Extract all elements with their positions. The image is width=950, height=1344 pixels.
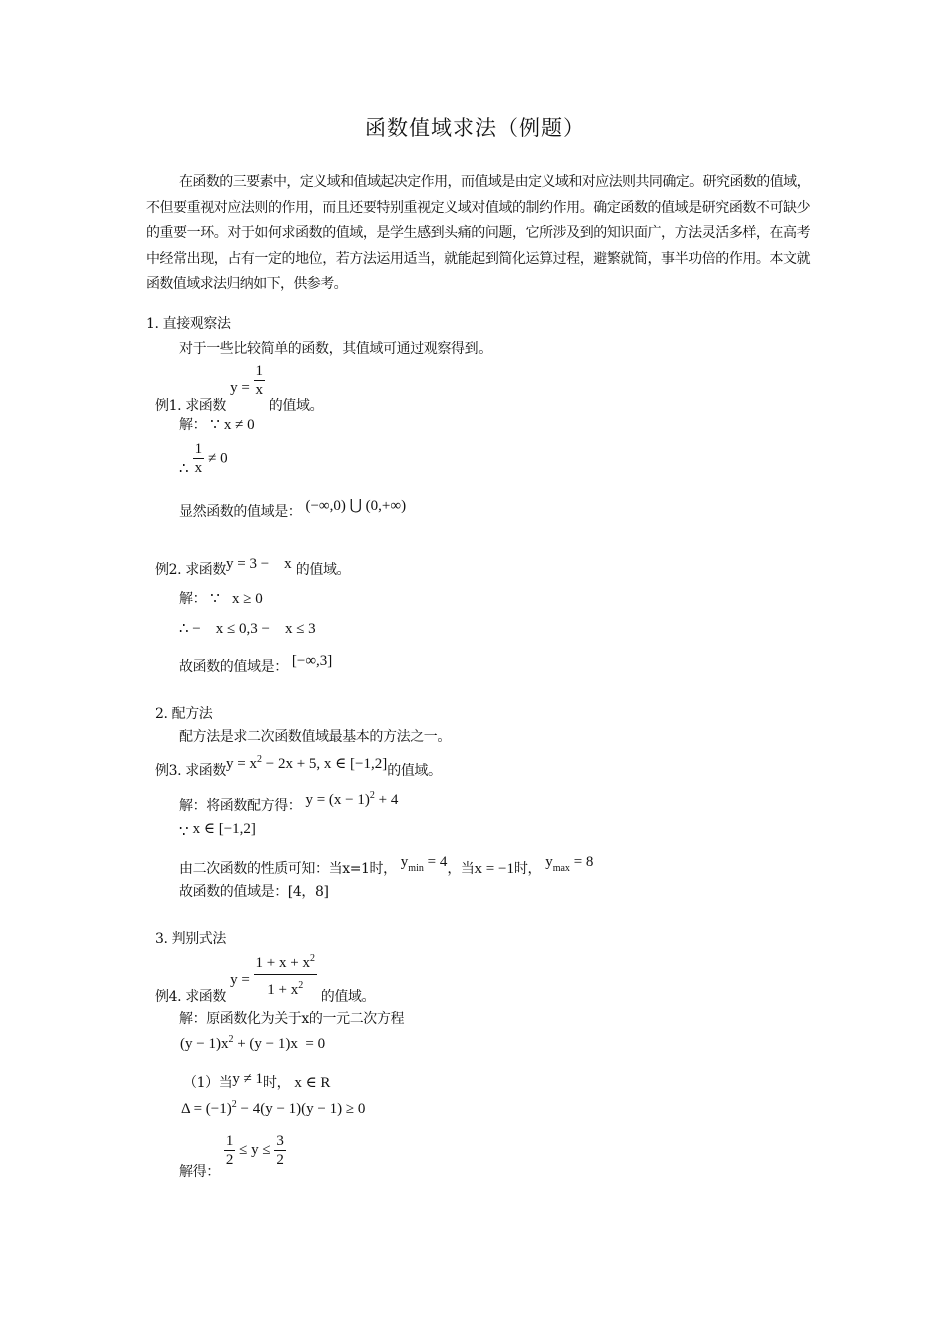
property-text: 由二次函数的性质可知：当x=1时， xyxy=(179,861,397,877)
property-math: x = −1 xyxy=(474,861,514,877)
example-3-result: 故函数的值域是：[4，8] xyxy=(179,884,329,900)
formula-exponent: 2 xyxy=(231,1099,237,1110)
formula-part: y = x xyxy=(226,756,257,772)
fraction-numerator: 3 xyxy=(276,1133,284,1149)
example-4-equation xyxy=(180,1036,325,1053)
example-4-solution-label: 解：原函数化为关于x的一元二次方程 xyxy=(179,1011,405,1027)
property-text: 时， xyxy=(513,861,542,877)
fraction-numerator: 1 xyxy=(225,1133,234,1149)
section-1-desc: 对于一些比较简单的函数，其值域可通过观察得到。 xyxy=(179,341,492,357)
example-4-case-1 xyxy=(183,1068,331,1091)
fraction-denominator: x xyxy=(255,382,264,398)
solve-label: 解得： xyxy=(179,1163,220,1180)
result-label: 显然函数的值域是： xyxy=(179,504,302,520)
y-min xyxy=(400,854,448,874)
formula-part: 1 + x + x xyxy=(255,955,310,971)
therefore-symbol: ∴ xyxy=(179,460,189,477)
solution-math xyxy=(305,792,398,808)
example-1-lhs: y = xyxy=(230,379,250,396)
solution-label: 解：将函数配方得： xyxy=(179,798,302,814)
y-subscript: min xyxy=(408,863,424,874)
solution-math: ≠ 0 xyxy=(208,450,228,467)
solution-math: x ≥ 0 xyxy=(231,591,263,607)
solve-middle: ≤ y ≤ xyxy=(235,1141,275,1158)
case-math: y ≠ 1 xyxy=(232,1071,264,1087)
section-2-heading: 2. 配方法 xyxy=(155,706,213,722)
property-text: ，当 xyxy=(447,861,475,877)
example-2-formula: y = 3 − x xyxy=(226,556,292,572)
because-symbol: ∵ xyxy=(179,824,189,840)
formula-part: y = (x − 1) xyxy=(305,792,370,808)
intro-paragraph: 在函数的三要素中，定义域和值域起决定作用，而值域是由定义域和对应法则共同确定。研究函数的值域，不但要重视对应法则的作用，而且还要特别重视定义域对值域的制约作用。确定函数的值域是研究函数不可缺少的重要一环。对于如何求函数的值域，是学生感到头痛的问题，它所涉及到的知识面广，方法灵活多样，在高考中经常出现，占有一定的地位，若方法运用适当，就能起到简化运算过程，避繁就简，事半功倍的作用。本文就函数值域求法归纳如下，供参考。 xyxy=(146,174,810,292)
example-3 xyxy=(155,753,442,779)
formula-part: (y − 1)x xyxy=(180,1036,229,1052)
example-2-solution-line1 xyxy=(179,588,263,608)
example-4-discriminant xyxy=(181,1101,365,1118)
formula-part: Δ = (−1) xyxy=(181,1101,232,1117)
example-2 xyxy=(155,553,351,578)
example-2-suffix: 的值域。 xyxy=(295,562,351,578)
y-symbol: y xyxy=(545,854,553,870)
case-text: 时， xyxy=(263,1075,291,1091)
fraction-denominator: 2 xyxy=(276,1152,284,1168)
example-3-prefix: 例3. 求函数 xyxy=(155,763,227,779)
solution-label: 解： xyxy=(179,591,207,607)
section-2-desc: 配方法是求二次函数值域最基本的方法之一。 xyxy=(179,729,451,745)
y-value: = 4 xyxy=(423,854,448,870)
formula-exponent: 2 xyxy=(228,1034,234,1045)
example-2-prefix: 例2. 求函数 xyxy=(155,562,227,578)
solution-math: x ∈ [−1,2] xyxy=(192,821,256,837)
fraction-numerator: 1 xyxy=(255,363,264,379)
example-1-solution-line2 xyxy=(179,440,228,477)
example-2-result xyxy=(179,650,333,675)
example-1-fraction xyxy=(254,362,266,399)
formula-exponent: 2 xyxy=(369,790,375,801)
example-3-solution-line2 xyxy=(179,819,256,838)
solve-fraction-1 xyxy=(224,1132,236,1169)
example-2-solution-line2: ∴ − x ≤ 0,3 − x ≤ 3 xyxy=(179,621,316,637)
solve-fraction-2 xyxy=(274,1132,286,1169)
case-math: x ∈ R xyxy=(294,1075,331,1091)
example-3-solution-line1 xyxy=(179,789,399,814)
section-1-heading: 1. 直接观察法 xyxy=(146,316,231,332)
example-4-fraction xyxy=(254,954,317,1001)
example-1-prefix: 例1. 求函数 xyxy=(155,397,227,414)
solution-fraction xyxy=(193,440,205,477)
example-1-solution-line1 xyxy=(179,414,255,434)
result-label: 故函数的值域是： xyxy=(179,659,288,675)
example-1-suffix: 的值域。 xyxy=(268,397,324,414)
fraction-denominator xyxy=(265,975,305,1001)
example-4-formula xyxy=(230,953,321,998)
example-4-solve xyxy=(179,1132,286,1180)
example-3-formula xyxy=(226,756,387,772)
y-max xyxy=(545,854,594,874)
example-4-suffix: 的值域。 xyxy=(320,988,376,1005)
page-title: 函数值域求法（例题） xyxy=(365,116,585,140)
y-symbol: y xyxy=(400,854,409,870)
fraction-numerator xyxy=(254,954,317,975)
example-3-property xyxy=(179,851,594,877)
example-4-prefix: 例4. 求函数 xyxy=(155,988,227,1005)
example-1 xyxy=(155,362,324,414)
formula-exponent: 2 xyxy=(309,953,315,964)
solution-math: x ≠ 0 xyxy=(223,417,255,433)
formula-part: − 4(y − 1)(y − 1) ≥ 0 xyxy=(236,1101,366,1117)
section-3-heading: 3. 判别式法 xyxy=(155,931,227,947)
solution-label: 解： xyxy=(179,417,207,433)
formula-exponent: 2 xyxy=(256,754,262,765)
result-math: [−∞,3] xyxy=(291,653,333,669)
formula-part: − 2x + 5, x ∈ [−1,2] xyxy=(261,756,388,772)
example-3-suffix: 的值域。 xyxy=(387,763,442,779)
formula-part: 1 + x xyxy=(267,982,299,998)
solve-inequality xyxy=(224,1133,286,1168)
fraction-numerator: 1 xyxy=(194,441,203,457)
formula-part: + (y − 1)x = 0 xyxy=(233,1036,326,1052)
fraction-denominator: 2 xyxy=(225,1152,234,1168)
result-math: (−∞,0) ⋃ (0,+∞) xyxy=(305,498,407,514)
formula-part: + 4 xyxy=(374,792,399,808)
y-subscript: max xyxy=(552,863,570,874)
example-1-result xyxy=(179,495,407,520)
formula-exponent: 2 xyxy=(298,980,304,991)
because-symbol: ∵ xyxy=(210,591,220,607)
case-label: （1）当 xyxy=(183,1075,233,1091)
y-value: = 8 xyxy=(569,854,594,870)
example-4-lhs: y = xyxy=(230,971,250,988)
example-4 xyxy=(155,953,376,1005)
because-symbol: ∵ xyxy=(210,417,220,433)
fraction-denominator: x xyxy=(194,460,203,476)
example-1-formula xyxy=(230,363,269,398)
